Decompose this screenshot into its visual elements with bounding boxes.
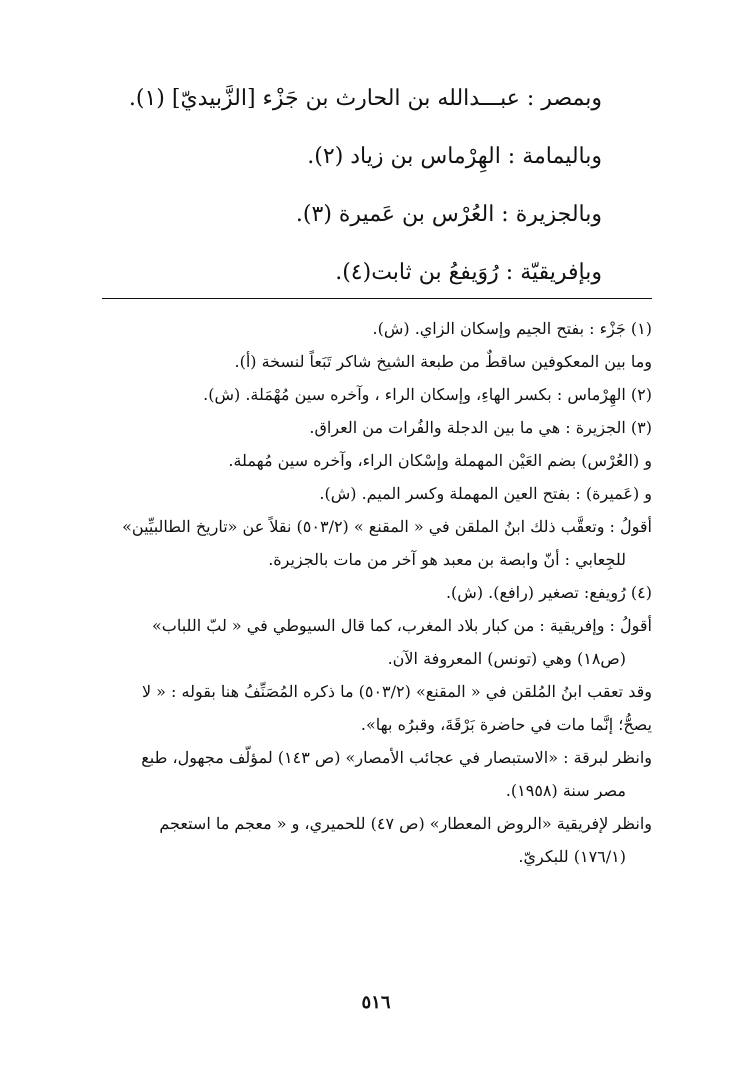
footnote-4-critique: وقد تعقب ابنُ المُلقن في « المقنع» (٥٠٣/٢) ما ذكره المُصَنِّفُ هنا بقوله : « لا <box>141 682 652 701</box>
main-line-ifriqiya: وبإفريقيّة : رُوَيفعُ بن ثابت(٤). <box>335 260 602 285</box>
footnote-4-comment-cont: (ص١٨) وهي (تونس) المعروفة الآن. <box>387 649 626 668</box>
main-line-egypt: وبمصر : عبـــدالله بن الحارث بن جَزْء [الزَّبيديّ] (١). <box>128 86 602 111</box>
page-number: ٥١٦ <box>361 992 391 1013</box>
footnotes <box>48 312 652 873</box>
footnote-2: (٢) الهِرْماس : بكسر الهاءِ، وإسكان الراء ، وآخره سين مُهْمَلة. (ش). <box>203 385 652 404</box>
footnote-4-barqa-ref-cont: مصر سنة (١٩٥٨). <box>505 781 626 800</box>
main-text <box>120 70 602 302</box>
footnote-1: (١) جَزْء : بفتح الجيم وإسكان الزاي. (ش). <box>372 319 652 338</box>
footnote-4-barqa-ref: وانظر لبرقة : «الاستبصار في عجائب الأمصار» (ص ١٤٣) لمؤلّف مجهول، طبع <box>141 748 652 767</box>
footnote-separator <box>102 298 652 299</box>
footnote-3-comment: أقولُ : وتعقَّب ذلك ابنُ الملقن في « المقنع » (٥٠٣/٢) نقلاً عن «تاريخ الطالبيِّين» <box>122 517 652 536</box>
footnote-1-cont: وما بين المعكوفين ساقطٌ من طبعة الشيخ شاكر تَبَعاً لنسخة (أ). <box>234 352 652 371</box>
footnote-4-comment: أقولُ : وإفريقية : من كبار بلاد المغرب، كما قال السيوطي في « لبّ اللباب» <box>151 616 652 635</box>
main-line-jazira: وبالجزيرة : العُرْس بن عَميرة (٣). <box>295 202 602 227</box>
footnote-3-amira: و (عَميرة) : بفتح العين المهملة وكسر الميم. (ش). <box>319 484 652 503</box>
footnote-4-critique-cont: يصحُّ؛ إنَّما مات في حاضرة بَرْقَةَ، وقبرُه بها». <box>360 715 652 734</box>
footnote-3: (٣) الجزيرة : هي ما بين الدجلة والفُرات من العراق. <box>309 418 652 437</box>
footnote-3-urs: و (العُرْس) بضم العَيْن المهملة وإسْكان الراء، وآخره سين مُهملة. <box>228 451 652 470</box>
footnote-3-comment-cont: للجِعابي : أنّ وابصة بن معبد هو آخر من مات بالجزيرة. <box>268 550 626 569</box>
footnote-4: (٤) رُويفع: تصغير (رافع). (ش). <box>445 583 652 602</box>
footnote-4-ifriqiya-ref-cont: (١٧٦/١) للبكريّ. <box>518 847 626 866</box>
footnote-4-ifriqiya-ref: وانظر لإفريقية «الروض المعطار» (ص ٤٧) للحميري، و « معجم ما استعجم <box>159 814 652 833</box>
main-line-yamama: وباليمامة : الهِرْماس بن زياد (٢). <box>307 144 602 169</box>
